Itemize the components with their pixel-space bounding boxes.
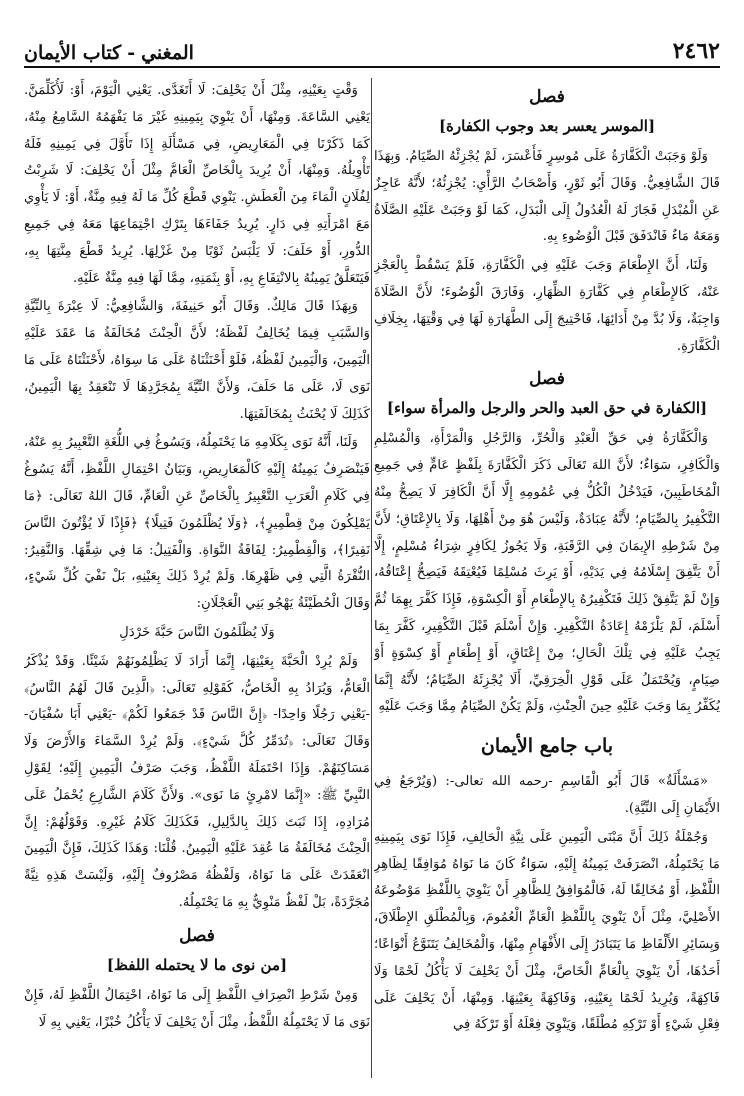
chapter-heading: باب جامع الأيمان bbox=[480, 735, 614, 758]
paragraph: وَالْكَفَّارَةُ فِي حَقِّ الْعَبْدِ وَالْحُرِّ، وَالرَّجُلِ وَالْمَرْأَةِ، وَالْمُسْلِمِ وَالْكَافِرِ، سَوَاءٌ؛ لأَنَّ اللهَ تَعَالَى ذَكَرَ الْكَفَّارَةَ بِلَفْظٍ عَامٍّ فِي جَمِيعِ الْمُخَاطَبِينَ، فَيَدْخُلُ الْكُلُّ فِي عُمُومِهِ إِلَّا أَنَّ الْكَافِرَ لَا يَصِحُّ مِنْهُ التَّكْفِيرُ بِالصِّيَامِ؛ لأَنَّهُ عِبَادَةٌ، وَلَيْسَ هُوَ مِنْ أَهْلِهَا، وَلَا بِالإِعْتَاقِ؛ لأَنَّ مِنْ شَرْطِهِ الإِيمَانَ فِي الرَّقَبَةِ، وَلَا يَجُوزُ لِكَافِرٍ شِرَاءُ مُسْلِمٍ، إِلَّا أَنْ يَتَّفِقَ إِسْلَامُهُ فِي يَدَيْهِ، أَوْ يَرِثَ مُسْلِمًا فَيُعْتِقَهُ فَيَصِحُّ إِعْتَاقُهُ، وَإِنْ لَمْ يَتَّفِقْ ذَلِكَ فَتَكْفِيرُهُ بِالإِطْعَامِ أَوْ الْكِسْوَةِ، فَإِذَا كَفَّرَ بِهِمَا ثُمَّ أَسْلَمَ، لَمْ يَلْزَمْهُ إِعَادَةُ التَّكْفِيرِ. وَإِنْ أَسْلَمَ قَبْلَ التَّكْفِيرِ، كَفَّرَ بِمَا يَجِبُ عَلَيْهِ فِي تِلْكَ الْحَالِ؛ مِنْ إِعْتَاقٍ، أَوْ إِطْعَامٍ أَوْ كِسْوَةٍ أَوْ صِيَامٍ، وَيُحْتَمَلُ عَلَى قَوْلِ الْخِرَقِيِّ، أَلَا يُجْزِئَهُ الصِّيَامُ؛ لأَنَّهُ إِنَّمَا يُكَفِّرُ بِمَا وَجَبَ عَلَيْهِ حِينَ الْحِنْثِ، وَلَمْ يَكُنْ الصِّيَامُ مِمَّا وَجَبَ عَلَيْهِ bbox=[374, 431, 720, 715]
paragraph: وَلَنَا، أَنَّ الإِطْعَامَ وَجَبَ عَلَيْهِ فِي الْكَفَّارَةِ، فَلَمْ يَسْقُطْ بِالْعَجْزِ عَنْهُ، كَالإِطْعَامِ فِي كَفَّارَةِ الظِّهَارِ، وَفَارَقَ الْوُضُوءَ؛ لأَنَّ الصَّلَاةَ وَاجِبَةٌ، وَلَا بُدَّ مِنْ أَدَائِهَا، فَاحْتِيجَ إِلَى الطَّهَارَةِ لَهَا فِي وَقْتِهَا، بِخِلَافِ الْكَفَّارَةِ. bbox=[374, 258, 720, 354]
paragraph: وَمِنْ شَرْطِ انْصِرَافِ اللَّفْظِ إِلَى مَا نَوَاهُ، احْتِمَالُ اللَّفْظِ لَهُ، فَإِنْ نَوَى مَا لَا يَحْتَمِلُهُ اللَّفْظُ، مِثْلَ أَنْ يَحْلِفَ لَا يَأْكُلُ خُبْزًا، يَعْنِي بِهِ لَا bbox=[24, 987, 370, 1030]
section-heading: [الموسر يعسر بعد وجوب الكفارة] bbox=[438, 117, 656, 135]
page-header bbox=[24, 38, 720, 68]
paragraph: وَلَوْ وَجَبَتْ الْكَفَّارَةُ عَلَى مُوسِرٍ فَأَعْسَرَ، لَمْ يُجْزِئْهُ الصِّيَامُ. وَبِهَذَا قَالَ الشَّافِعِيُّ. وَقَالَ أَبُو ثَوْرٍ، وَأَصْحَابُ الرَّأْيِ: يُجْزِئُهُ؛ لأَنَّهُ عَاجِزٌ عَنِ الْمُبْدَلِ فَجَازَ لَهُ الْعُدُولُ إِلَى الْبَدَلِ، كَمَا لَوْ وَجَبَتْ عَلَيْهِ الصَّلَاةُ وَمَعَهُ مَاءٌ فَانْدَفَقَ قَبْلَ الْوُضُوءِ بِهِ. bbox=[374, 149, 720, 245]
paragraph: وَلَنَا، أَنَّهُ نَوَى بِكَلَامِهِ مَا يَحْتَمِلُهُ، وَيَسُوغُ فِي اللُّغَةِ التَّعْبِيرُ بِهِ عَنْهُ، فَيَنْصَرِفُ يَمِينُهُ إِلَيْهِ كَالْمَعَارِيضِ، وَبَيَانُ احْتِمَالِ اللَّفْظِ، أَنَّهُ يَسُوغُ فِي كَلَامِ الْعَرَبِ التَّعْبِيرُ بِالْخَاصِّ عَنِ الْعَامِّ، قَالَ اللهُ تَعَالَى: ﴿مَا يَمْلِكُونَ مِنْ قِطْمِيرٍ﴾، ﴿وَلَا يُظْلَمُونَ فَتِيلًا﴾ ﴿فَإِذًا لَا يُؤْتُونَ النَّاسَ نَقِيرًا﴾، وَالْقِطْمِيرُ: لِفَافَةُ النَّوَاةِ. وَالْفَتِيلُ: مَا فِي شِقِّهَا. وَالنَّقِيرُ: النُّقْرَةُ الَّتِي فِي ظَهْرِهَا. وَلَمْ يُرِدْ ذَلِكَ بِعَيْنِهِ، بَلْ نَفْيَ كُلِّ شَيْءٍ، وَقَالَ الْحُطَيْئَةُ يَهْجُو بَنِي الْعَجْلَانِ: bbox=[24, 435, 370, 612]
paragraph: وَقْتٍ بِعَيْنِهِ، مِثْلَ أَنْ يَحْلِفَ: لَا أَتَغَدَّى. يَعْنِي الْيَوْمَ، أَوْ: لَأُكَلِّمَنَّ. يَعْنِي السَّاعَةَ. وَمِنْهَا، أَنْ يَنْوِيَ بِيَمِينِهِ غَيْرَ مَا يَفْهَمُهُ السَّامِعُ مِنْهُ، كَمَا ذَكَرْنَا فِي الْمَعَارِيضِ، فِي مَسْأَلَةِ إِذَا تَأَوَّلَ فِي يَمِينِهِ فَلَهُ تَأْوِيلُهُ. وَمِنْهَا، أَنْ يُرِيدَ بِالْخَاصِّ الْعَامَّ مِثْلَ أَنْ يَحْلِفَ: لَا شَرِبْتُ لِفُلَانٍ الْمَاءَ مِنَ الْعَطَشِ. يَنْوِي قَطْعَ كُلِّ مَا لَهُ فِيهِ مِنَّةٌ، أَوْ: لَا يَأْوِي مَعَ امْرَأَتِهِ فِي دَارٍ. يُرِيدُ جَفَاءَهَا بِتَرْكِ اجْتِمَاعِهَا مَعَهُ فِي جَمِيعِ الدُّورِ، أَوْ حَلَفَ: لَا يَلْبَسُ ثَوْبًا مِنْ غَزْلِهَا. يُرِيدُ قَطْعَ مِنَّتِهَا بِهِ، فَيَتَعَلَّقُ يَمِينُهُ بِالانْتِفَاعِ بِهِ، أَوْ بِثَمَنِهِ، مِمَّا لَهَا فِيهِ مِنَّةٌ عَلَيْهِ. bbox=[24, 83, 370, 286]
page-number: ٢٤٦٢ bbox=[672, 38, 720, 64]
paragraph: وَلَمْ يُرِدْ الْحَبَّةَ بِعَيْنِهَا، إِنَّمَا أَرَادَ لَا يَظْلِمُونَهُمْ شَيْئًا. وَقَدْ يُذْكَرُ الْعَامُّ، وَيُرَادُ بِهِ الْخَاصُّ، كَقَوْلِهِ تَعَالَى: ﴿الَّذِينَ قَالَ لَهُمُ النَّاسُ﴾ -يَعْنِي رَجُلًا وَاحِدًا- ﴿إِنَّ النَّاسَ قَدْ جَمَعُوا لَكُمْ﴾ -يَعْنِي أَبَا سُفْيَانَ- وَقَالَ تَعَالَى: ﴿تُدَمِّرُ كُلَّ شَيْءٍ﴾. وَلَمْ يُرِدْ السَّمَاءَ وَالأَرْضَ وَلَا مَسَاكِنَهُمْ. وَإِذَا احْتَمَلَهُ اللَّفْظُ، وَجَبَ صَرْفُ الْيَمِينِ إِلَيْهِ؛ لِقَوْلِ النَّبِيِّ ﷺ: «إِنَّمَا لامْرِئٍ مَا نَوَى». وَلأَنَّ كَلَامَ الشَّارِعِ يُحْمَلُ عَلَى مُرَادِهِ، إِذَا ثَبَتَ ذَلِكَ بِالدَّلِيلِ، فَكَذَلِكَ كَلَامُ غَيْرِهِ. وَقَوْلُهُمْ: إِنَّ الْحِنْثَ مُخَالَفَةُ مَا عُقِدَ عَلَيْهِ الْيَمِينُ. قُلْنَا: وَهَذَا كَذَلِكَ، فَإِنَّ الْيَمِينَ انْعَقَدَتْ عَلَى مَا نَوَاهُ، وَلَفْظُهُ مَصْرُوفٌ إِلَيْهِ، وَلَيْسَتْ هَذِهِ نِيَّةً مُجَرَّدَةً، بَلْ لَفْظٌ مَنْوِيٌّ بِهِ مَا يَحْتَمِلُهُ. bbox=[24, 653, 370, 910]
paragraph: وَجُمْلَةُ ذَلِكَ أَنَّ مَبْنَى الْيَمِينِ عَلَى نِيَّةِ الْحَالِفِ، فَإِذَا نَوَى بِيَمِينِهِ مَا يَحْتَمِلُهُ، انْصَرَفَتْ يَمِينُهُ إِلَيْهِ، سَوَاءٌ كَانَ مَا نَوَاهُ مُوَافِقًا لِظَاهِرِ اللَّفْظِ، أَوْ مُخَالِفًا لَهُ، فَالْمُوَافِقُ لِلظَّاهِرِ أَنْ يَنْوِيَ بِاللَّفْظِ مَوْضُوعَهُ الأَصْلِيَّ، مِثْلَ أَنْ يَنْوِيَ بِاللَّفْظِ الْعَامِّ الْعُمُومَ، وَبِالْمُطْلَقِ الإِطْلَاقَ، وَبِسَائِرِ الأَلْفَاظِ مَا يَتَبَادَرُ إِلَى الأَفْهَامِ مِنْهَا، وَالْمُخَالِفُ يَتَنَوَّعُ أَنْوَاعًا؛ أَحَدُهَا، أَنْ يَنْوِيَ بِالْعَامِّ الْخَاصَّ، مِثْلَ أَنْ يَحْلِفَ لَا يَأْكُلُ لَحْمًا وَلَا فَاكِهَةً، وَيُرِيدُ لَحْمًا بِعَيْنِهِ، وَفَاكِهَةً بِعَيْنِهَا. وَمِنْهَا، أَنْ يَحْلِفَ عَلَى فِعْلِ شَيْءٍ أَوْ تَرْكِهِ مُطْلَقًا، وَيَنْوِيَ فِعْلَهُ أَوْ تَرْكَهُ فِي bbox=[374, 829, 720, 1033]
section-title: فصل bbox=[529, 369, 565, 390]
right-column bbox=[374, 78, 720, 1088]
chapter-title: كتاب الأيمان bbox=[24, 42, 122, 64]
poem-verse: وَلَا يُظْلَمُونَ النَّاسَ حَبَّةَ خَرْدَلِ bbox=[119, 624, 275, 640]
title-separator: - bbox=[127, 42, 136, 64]
column-divider bbox=[371, 78, 372, 1078]
left-column bbox=[24, 78, 370, 1088]
running-title bbox=[24, 42, 194, 66]
section-title: فصل bbox=[179, 925, 215, 946]
section-title: فصل bbox=[529, 87, 565, 107]
book-title: المغني bbox=[141, 42, 194, 64]
section-heading: [من نوى ما لا يحتمله اللفظ] bbox=[106, 955, 288, 974]
section-heading: [الكفارة في حق العبد والحر والرجل والمرأة سواء] bbox=[386, 399, 708, 418]
masala-paragraph: «مَسْأَلَةٌ» قَالَ أَبُو الْقَاسِمِ -رحمه الله تعالى-: (وَيُرْجَعُ فِي الأَيْمَانِ إِلَى النِّيَّةِ). bbox=[374, 774, 720, 816]
paragraph: وَبِهَذَا قَالَ مَالِكٌ. وَقَالَ أَبُو حَنِيفَةَ، وَالشَّافِعِيُّ: لَا عِبْرَةَ بِالنِّيَّةِ وَالسَّبَبِ فِيمَا يُخَالِفُ لَفْظَهُ؛ لأَنَّ الْحِنْثَ مُخَالَفَةُ مَا عَقَدَ عَلَيْهِ الْيَمِينَ، وَالْيَمِينُ لَفْظُهُ، فَلَوْ أَحْنَثْنَاهُ عَلَى مَا سِوَاهُ، لأَحْنَثْنَاهُ عَلَى مَا نَوَى لَا، عَلَى مَا حَلَفَ، وَلأَنَّ النِّيَّةَ بِمُجَرَّدِهَا لَا تَنْعَقِدُ بِهَا الْيَمِينُ، كَذَلِكَ لَا يُحْنَثُ بِمُخَالَفَتِهَا. bbox=[24, 299, 370, 422]
